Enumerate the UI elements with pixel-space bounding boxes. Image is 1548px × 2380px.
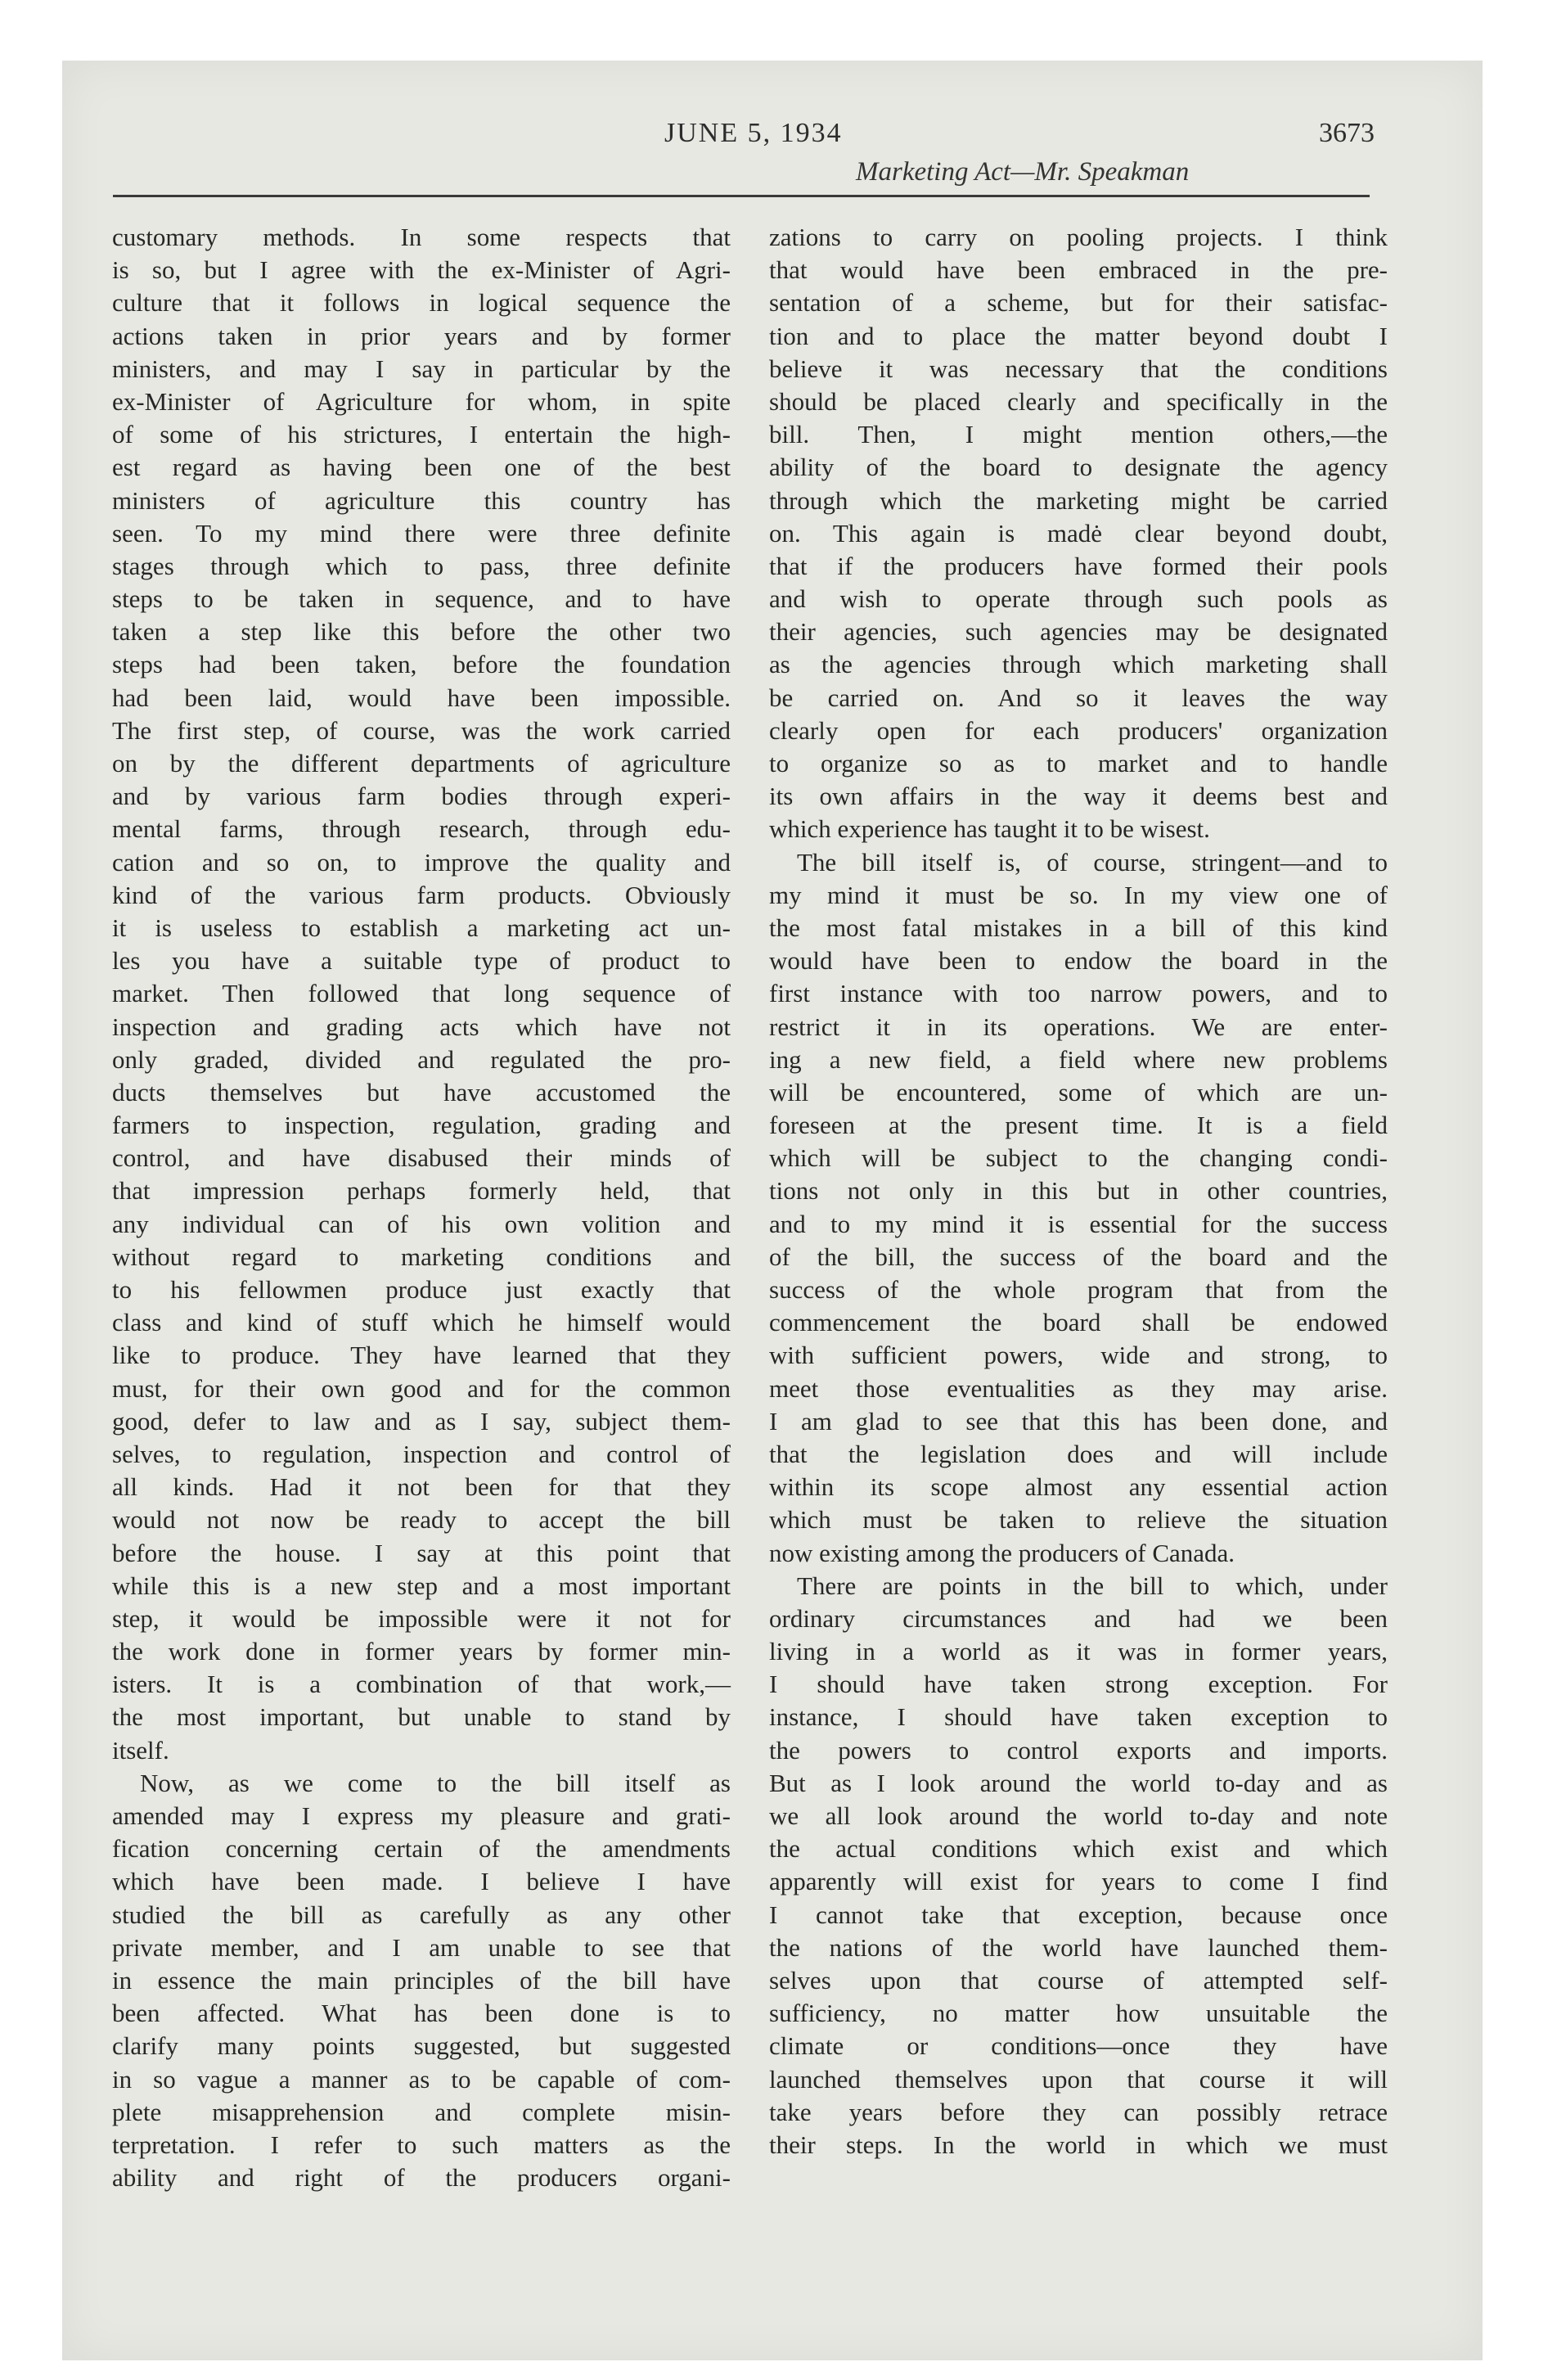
text-line: had been laid, would have been impossible. [112, 683, 731, 712]
page-number: 3673 [1319, 118, 1375, 148]
text-line: But as I look around the world to-day and as [769, 1768, 1388, 1797]
left-text-column [112, 221, 731, 2194]
text-line: on by the different departments of agriculture [112, 749, 731, 778]
text-line: their steps. In the world in which we must [769, 2130, 1388, 2159]
page-date: JUNE 5, 1934 [664, 118, 843, 148]
text-line: ability and right of the producers organi- [112, 2163, 731, 2193]
text-line: of the bill, the success of the board and the [769, 1242, 1388, 1271]
text-line: bill. Then, I might mention others,—the [769, 420, 1388, 449]
text-line: commencement the board shall be endowed [769, 1308, 1388, 1337]
text-line: culture that it follows in logical sequence the [112, 288, 731, 318]
text-line: which must be taken to relieve the situation [769, 1505, 1388, 1535]
text-line: within its scope almost any essential action [769, 1472, 1388, 1502]
text-line: step, it would be impossible were it not for [112, 1603, 731, 1633]
text-line: that impression perhaps formerly held, that [112, 1176, 731, 1206]
text-line: the actual conditions which exist and which [769, 1834, 1388, 1864]
text-line: clearly open for each producers' organization [769, 715, 1388, 745]
text-line: ordinary circumstances and had we been [769, 1603, 1388, 1633]
text-line: on. This again is madė clear beyond doubt, [769, 518, 1388, 548]
text-line: fication concerning certain of the amendments [112, 1834, 731, 1864]
running-head-subject: Marketing Act—Mr. Speakman [856, 157, 1190, 187]
text-line: steps had been taken, before the foundation [112, 650, 731, 679]
text-line: would have been to endow the board in the [769, 946, 1388, 976]
text-line: its own affairs in the way it deems best and [769, 782, 1388, 811]
text-line: est regard as having been one of the best [112, 453, 731, 482]
text-line: I should have taken strong exception. For [769, 1670, 1388, 1699]
header-rule [113, 195, 1370, 197]
text-line: plete misapprehension and complete misin- [112, 2097, 731, 2126]
text-line: farmers to inspection, regulation, grading and [112, 1111, 731, 1140]
text-line: must, for their own good and for the common [112, 1373, 731, 1403]
text-line: I cannot take that exception, because once [769, 1900, 1388, 1929]
text-line: which will be subject to the changing condi- [769, 1143, 1388, 1173]
text-line: like to produce. They have learned that they [112, 1341, 731, 1370]
text-line: which have been made. I believe I have [112, 1867, 731, 1896]
text-line: that if the producers have formed their pools [769, 551, 1388, 580]
text-line: ministers, and may I say in particular by the [112, 354, 731, 383]
text-line: the work done in former years by former min- [112, 1637, 731, 1666]
text-line: I am glad to see that this has been done, and [769, 1406, 1388, 1436]
text-line: isters. It is a combination of that work,— [112, 1670, 731, 1699]
text-line: zations to carry on pooling projects. I think [769, 223, 1388, 251]
text-line: apparently will exist for years to come I find [769, 1867, 1388, 1896]
text-line: all kinds. Had it not been for that they [112, 1472, 731, 1502]
text-line: been affected. What has been done is to [112, 1999, 731, 2028]
text-line: of some of his strictures, I entertain the high- [112, 420, 731, 449]
text-line: meet those eventualities as they may arise. [769, 1373, 1388, 1403]
text-line: clarify many points suggested, but suggested [112, 2031, 731, 2061]
text-line: to his fellowmen produce just exactly that [112, 1275, 731, 1304]
text-line: we all look around the world to-day and note [769, 1801, 1388, 1830]
text-line: living in a world as it was in former years, [769, 1637, 1388, 1666]
text-line: now existing among the producers of Canada. [769, 1538, 1235, 1567]
text-line: selves, to regulation, inspection and control of [112, 1439, 731, 1468]
text-line: the nations of the world have launched them- [769, 1932, 1388, 1962]
text-line: would not now be ready to accept the bill [112, 1505, 731, 1535]
text-line: steps to be taken in sequence, and to have [112, 584, 731, 614]
text-line: market. Then followed that long sequence of [112, 979, 731, 1008]
text-line: the most important, but unable to stand by [112, 1702, 731, 1732]
text-line: success of the whole program that from the [769, 1275, 1388, 1304]
text-line: customary methods. In some respects that [112, 223, 731, 251]
text-line: studied the bill as carefully as any other [112, 1900, 731, 1929]
text-line: any individual can of his own volition and [112, 1209, 731, 1238]
text-line: restrict it in its operations. We are enter- [769, 1012, 1388, 1041]
text-line: The bill itself is, of course, stringent—and to [797, 847, 1388, 877]
text-line: before the house. I say at this point that [112, 1538, 731, 1567]
text-line: ability of the board to designate the agency [769, 453, 1388, 482]
text-line: and by various farm bodies through experi- [112, 782, 731, 811]
text-line: actions taken in prior years and by former [112, 321, 731, 350]
text-line: Now, as we come to the bill itself as [140, 1768, 731, 1797]
text-line: and to my mind it is essential for the success [769, 1209, 1388, 1238]
text-line: taken a step like this before the other two [112, 617, 731, 647]
text-line: tions not only in this but in other countries, [769, 1176, 1388, 1206]
text-line: instance, I should have taken exception to [769, 1702, 1388, 1732]
text-line: that the legislation does and will include [769, 1439, 1388, 1468]
text-line: in essence the main principles of the bill have [112, 1965, 731, 1995]
text-line: the most fatal mistakes in a bill of this kind [769, 913, 1388, 942]
text-line: to organize so as to market and to handle [769, 749, 1388, 778]
text-line: which experience has taught it to be wisest. [769, 814, 1210, 844]
text-line: is so, but I agree with the ex-Minister of Agri- [112, 255, 731, 285]
text-line: The first step, of course, was the work carried [112, 715, 731, 745]
text-line: itself. [112, 1735, 169, 1765]
text-line: les you have a suitable type of product to [112, 946, 731, 976]
text-line: through which the marketing might be carried [769, 485, 1388, 515]
text-line: with sufficient powers, wide and strong, to [769, 1341, 1388, 1370]
text-line: foreseen at the present time. It is a field [769, 1111, 1388, 1140]
text-line: should be placed clearly and specifically in the [769, 386, 1388, 416]
text-line: There are points in the bill to which, under [797, 1571, 1388, 1600]
text-line: class and kind of stuff which he himself would [112, 1308, 731, 1337]
text-line: in so vague a manner as to be capable of com- [112, 2064, 731, 2094]
text-line: while this is a new step and a most important [112, 1571, 731, 1600]
text-line: amended may I express my pleasure and grati- [112, 1801, 731, 1830]
text-line: it is useless to establish a marketing act un- [112, 913, 731, 942]
text-line: without regard to marketing conditions and [112, 1242, 731, 1271]
text-line: ex-Minister of Agriculture for whom, in spite [112, 386, 731, 416]
text-line: first instance with too narrow powers, and to [769, 979, 1388, 1008]
text-line: sentation of a scheme, but for their satisfac- [769, 288, 1388, 318]
text-line: that would have been embraced in the pre- [769, 255, 1388, 285]
text-line: tion and to place the matter beyond doubt I [769, 321, 1388, 350]
text-line: their agencies, such agencies may be designated [769, 617, 1388, 647]
text-line: private member, and I am unable to see that [112, 1932, 731, 1962]
text-line: control, and have disabused their minds of [112, 1143, 731, 1173]
text-line: be carried on. And so it leaves the way [769, 683, 1388, 712]
text-line: mental farms, through research, through edu- [112, 814, 731, 844]
text-line: will be encountered, some of which are un- [769, 1077, 1388, 1107]
text-line: believe it was necessary that the conditions [769, 354, 1388, 383]
text-line: climate or conditions—once they have [769, 2031, 1388, 2061]
text-line: as the agencies through which marketing shall [769, 650, 1388, 679]
right-text-column [769, 221, 1388, 2161]
text-line: seen. To my mind there were three definite [112, 518, 731, 548]
text-line: ing a new field, a field where new problems [769, 1044, 1388, 1074]
text-line: and wish to operate through such pools as [769, 584, 1388, 614]
text-line: stages through which to pass, three definite [112, 551, 731, 580]
text-line: terpretation. I refer to such matters as the [112, 2130, 731, 2159]
text-line: ministers of agriculture this country has [112, 485, 731, 515]
text-line: kind of the various farm products. Obviously [112, 880, 731, 909]
text-line: selves upon that course of attempted self- [769, 1965, 1388, 1995]
text-line: take years before they can possibly retrace [769, 2097, 1388, 2126]
text-line: good, defer to law and as I say, subject them- [112, 1406, 731, 1436]
text-line: launched themselves upon that course it will [769, 2064, 1388, 2094]
text-line: cation and so on, to improve the quality and [112, 847, 731, 877]
text-line: inspection and grading acts which have not [112, 1012, 731, 1041]
text-line: the powers to control exports and imports. [769, 1735, 1388, 1765]
text-line: only graded, divided and regulated the pro- [112, 1044, 731, 1074]
text-line: sufficiency, no matter how unsuitable the [769, 1999, 1388, 2028]
text-line: my mind it must be so. In my view one of [769, 880, 1388, 909]
text-line: ducts themselves but have accustomed the [112, 1077, 731, 1107]
